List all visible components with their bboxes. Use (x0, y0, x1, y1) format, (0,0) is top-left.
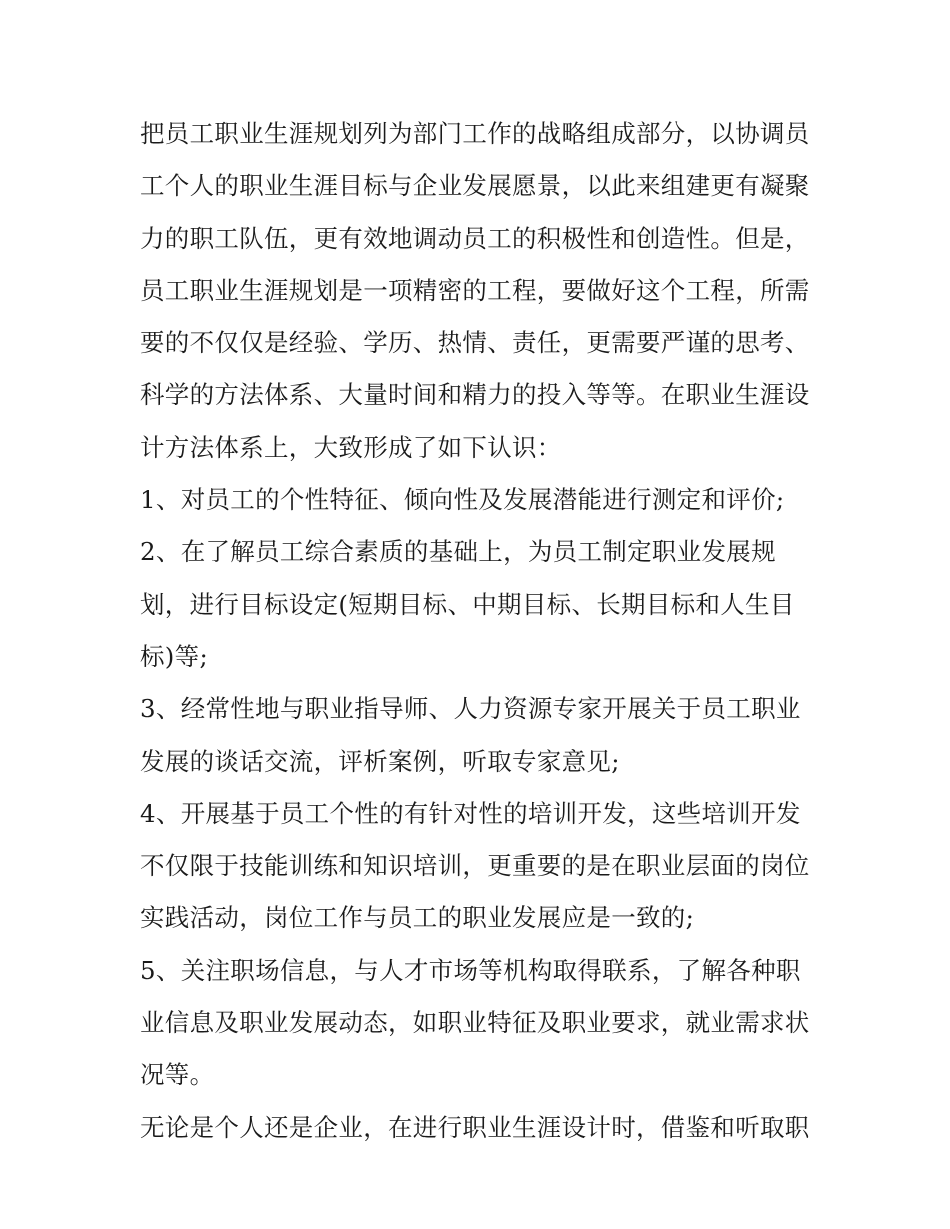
body-text (140, 108, 820, 1154)
text-line: 员工职业生涯规划是一项精密的工程，要做好这个工程，所需 (140, 275, 810, 305)
text-line: 发展的谈话交流，评析案例，听取专家意见; (140, 746, 620, 776)
text-line: 标)等; (140, 641, 209, 671)
text-line: 划，进行目标设定(短期目标、中期目标、长期目标和人生目 (140, 589, 795, 619)
text-line: 科学的方法体系、大量时间和精力的投入等等。在职业生涯设 (140, 380, 810, 410)
list-item-1: 1、对员工的个性特征、倾向性及发展潜能进行测定和评价; (140, 485, 785, 515)
list-item-2: 2、在了解员工综合素质的基础上，为员工制定职业发展规 (140, 537, 776, 567)
list-item-4: 4、开展基于员工个性的有针对性的培训开发，这些培训开发 (140, 798, 801, 828)
list-item-5: 5、关注职场信息，与人才市场等机构取得联系，了解各种职 (140, 955, 801, 985)
text-line: 无论是个人还是企业，在进行职业生涯设计时，借鉴和听取职 (140, 1112, 810, 1142)
text-line: 力的职工队伍，更有效地调动员工的积极性和创造性。但是， (140, 223, 810, 253)
text-line: 业信息及职业发展动态，如职业特征及职业要求，就业需求状 (140, 1008, 810, 1038)
text-line: 实践活动，岗位工作与员工的职业发展应是一致的; (140, 903, 695, 933)
text-line: 把员工职业生涯规划列为部门工作的战略组成部分，以协调员 (140, 119, 810, 148)
text-line: 计方法体系上，大致形成了如下认识： (140, 432, 562, 462)
text-line: 况等。 (140, 1060, 215, 1090)
text-line: 要的不仅仅是经验、学历、热情、责任，更需要严谨的思考、 (140, 328, 810, 358)
text-line: 不仅限于技能训练和知识培训，更重要的是在职业层面的岗位 (140, 851, 810, 881)
list-item-3: 3、经常性地与职业指导师、人力资源专家开展关于员工职业 (140, 694, 801, 724)
text-line: 工个人的职业生涯目标与企业发展愿景，以此来组建更有凝聚 (140, 171, 810, 201)
